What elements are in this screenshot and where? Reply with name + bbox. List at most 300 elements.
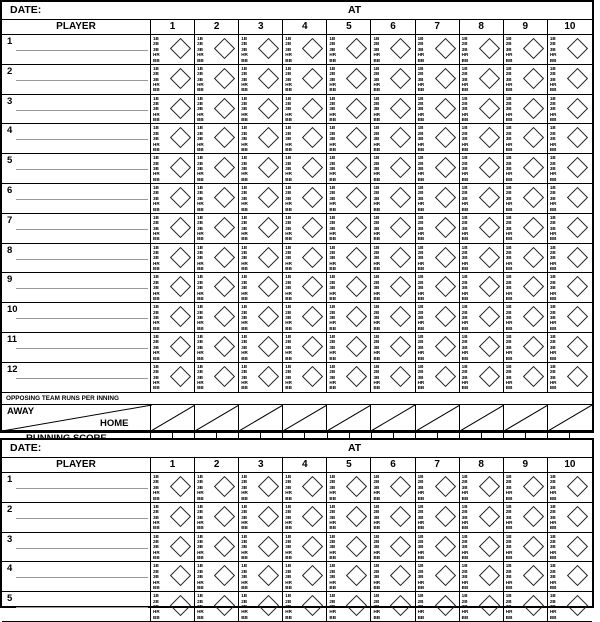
diamond-icon[interactable] bbox=[479, 38, 500, 59]
hit-code[interactable]: HR bbox=[417, 141, 425, 147]
hit-code[interactable]: 2B bbox=[505, 41, 512, 47]
hit-code[interactable]: 2B bbox=[505, 160, 512, 166]
hit-code[interactable]: BB bbox=[373, 614, 381, 620]
hit-code[interactable]: 3B bbox=[197, 285, 203, 291]
diamond-icon[interactable] bbox=[214, 366, 235, 387]
diamond-icon[interactable] bbox=[434, 246, 455, 267]
hit-code[interactable]: HR bbox=[505, 350, 513, 356]
hit-code[interactable]: HR bbox=[285, 111, 292, 117]
hit-code[interactable]: 3B bbox=[461, 484, 468, 490]
hit-code[interactable]: 1B bbox=[417, 36, 424, 41]
hit-code[interactable]: HR bbox=[285, 231, 292, 236]
diamond-icon[interactable] bbox=[302, 306, 323, 327]
hit-code[interactable]: 1B bbox=[197, 533, 203, 539]
diamond-icon[interactable] bbox=[258, 187, 279, 208]
diamond-icon[interactable] bbox=[567, 366, 588, 387]
hit-code[interactable]: 3B bbox=[505, 604, 512, 609]
at-bat-box[interactable] bbox=[327, 363, 371, 392]
hit-code[interactable]: 1B bbox=[285, 304, 292, 310]
hit-code[interactable]: HR bbox=[505, 549, 513, 555]
hit-code[interactable]: HR bbox=[153, 111, 160, 117]
diamond-icon[interactable] bbox=[302, 565, 323, 586]
diamond-icon[interactable] bbox=[214, 595, 235, 616]
hit-code[interactable]: 3B bbox=[153, 255, 159, 261]
hit-code[interactable]: 1B bbox=[241, 95, 248, 101]
hit-code[interactable]: 2B bbox=[505, 190, 512, 196]
at-bat-box[interactable] bbox=[504, 363, 548, 392]
hit-code[interactable]: HR bbox=[417, 201, 425, 207]
at-bat-box[interactable] bbox=[371, 503, 415, 532]
hit-code[interactable]: HR bbox=[461, 171, 469, 177]
hit-code[interactable]: 1B bbox=[329, 214, 336, 220]
hit-code[interactable]: 2B bbox=[549, 130, 556, 136]
hit-code[interactable]: 2B bbox=[549, 220, 556, 226]
hit-code[interactable]: HR bbox=[417, 82, 425, 88]
hit-code[interactable]: BB bbox=[197, 117, 204, 123]
hit-code[interactable]: HR bbox=[373, 260, 381, 266]
hit-code[interactable]: 3B bbox=[461, 255, 468, 261]
at-bat-box[interactable] bbox=[460, 303, 504, 332]
diamond-icon[interactable] bbox=[390, 366, 411, 387]
hit-code[interactable]: BB bbox=[153, 325, 160, 331]
hit-code[interactable]: HR bbox=[461, 111, 469, 117]
hit-code[interactable]: 3B bbox=[153, 544, 159, 550]
diamond-icon[interactable] bbox=[390, 535, 411, 556]
at-bat-box[interactable] bbox=[371, 533, 415, 562]
at-bat-box[interactable] bbox=[151, 273, 195, 302]
at-bat-box[interactable] bbox=[416, 35, 460, 64]
hit-code[interactable]: 2B bbox=[241, 539, 248, 544]
at-bat-box[interactable] bbox=[151, 35, 195, 64]
hit-code[interactable]: BB bbox=[461, 206, 469, 212]
hit-code[interactable]: 1B bbox=[241, 184, 248, 190]
hit-code[interactable]: 1B bbox=[197, 333, 203, 339]
hit-code[interactable]: BB bbox=[461, 495, 469, 501]
diamond-icon[interactable] bbox=[258, 366, 279, 387]
hit-code[interactable]: BB bbox=[329, 355, 337, 361]
hit-code[interactable]: HR bbox=[153, 141, 160, 147]
diamond-icon[interactable] bbox=[346, 276, 367, 297]
diamond-icon[interactable] bbox=[479, 565, 500, 586]
diamond-icon[interactable] bbox=[567, 535, 588, 556]
hit-code[interactable]: BB bbox=[329, 495, 337, 501]
hit-code[interactable]: BB bbox=[373, 555, 381, 561]
at-bat-box[interactable] bbox=[460, 533, 504, 562]
diamond-icon[interactable] bbox=[390, 336, 411, 357]
hit-code[interactable]: BB bbox=[285, 555, 292, 561]
diamond-icon[interactable] bbox=[390, 68, 411, 89]
at-bat-box[interactable] bbox=[195, 35, 239, 64]
hit-code[interactable]: 2B bbox=[417, 71, 424, 77]
hit-code[interactable]: 3B bbox=[153, 76, 159, 82]
hit-code[interactable]: 1B bbox=[285, 563, 292, 569]
hit-code[interactable]: 1B bbox=[329, 304, 336, 310]
at-bat-box[interactable] bbox=[283, 333, 327, 362]
at-bat-box[interactable] bbox=[460, 244, 504, 273]
hit-code[interactable]: BB bbox=[549, 355, 557, 361]
diamond-icon[interactable] bbox=[479, 246, 500, 267]
diamond-icon[interactable] bbox=[258, 127, 279, 148]
at-bat-box[interactable] bbox=[239, 244, 283, 273]
diamond-icon[interactable] bbox=[567, 127, 588, 148]
hit-code[interactable]: BB bbox=[285, 525, 292, 531]
hit-code[interactable]: 3B bbox=[285, 484, 292, 490]
at-bat-box[interactable] bbox=[327, 214, 371, 243]
diamond-icon[interactable] bbox=[434, 535, 455, 556]
hit-code[interactable]: 3B bbox=[197, 225, 203, 231]
hit-code[interactable]: BB bbox=[549, 325, 557, 331]
hit-code[interactable]: 2B bbox=[153, 568, 159, 574]
hit-code[interactable]: BB bbox=[241, 385, 248, 391]
hit-code[interactable]: 3B bbox=[417, 544, 424, 550]
hit-code[interactable]: 1B bbox=[549, 503, 556, 509]
at-bat-box[interactable] bbox=[371, 244, 415, 273]
hit-code[interactable]: 1B bbox=[153, 533, 159, 539]
hit-code[interactable]: 1B bbox=[241, 65, 248, 71]
hit-code[interactable]: BB bbox=[285, 236, 292, 242]
diamond-icon[interactable] bbox=[523, 97, 544, 118]
hit-code[interactable]: 1B bbox=[329, 503, 336, 509]
hit-code[interactable]: HR bbox=[241, 111, 248, 117]
at-bat-box[interactable] bbox=[371, 473, 415, 502]
hit-code[interactable]: 3B bbox=[241, 46, 248, 52]
hit-code[interactable]: HR bbox=[329, 201, 337, 207]
hit-code[interactable]: BB bbox=[241, 206, 248, 212]
hit-code[interactable]: 1B bbox=[373, 593, 380, 599]
at-bat-box[interactable] bbox=[327, 333, 371, 362]
hit-code[interactable]: 1B bbox=[373, 155, 380, 161]
hit-code[interactable]: BB bbox=[461, 266, 469, 272]
hit-code[interactable]: HR bbox=[197, 350, 204, 356]
at-bat-box[interactable] bbox=[327, 503, 371, 532]
at-bat-box[interactable] bbox=[548, 244, 592, 273]
hit-code[interactable]: 1B bbox=[197, 155, 203, 161]
hit-code[interactable]: BB bbox=[241, 266, 248, 272]
hit-code[interactable]: HR bbox=[461, 320, 469, 326]
diamond-icon[interactable] bbox=[523, 506, 544, 527]
hit-code[interactable]: 2B bbox=[549, 479, 556, 485]
hit-code[interactable]: 2B bbox=[153, 479, 159, 485]
hit-code[interactable]: HR bbox=[549, 379, 557, 385]
hit-code[interactable]: HR bbox=[197, 379, 204, 385]
hit-code[interactable]: HR bbox=[505, 520, 513, 526]
at-bat-box[interactable] bbox=[371, 303, 415, 332]
diamond-icon[interactable] bbox=[214, 68, 235, 89]
player-name-cell[interactable] bbox=[2, 65, 151, 94]
hit-code[interactable]: HR bbox=[197, 290, 204, 296]
hit-code[interactable]: 2B bbox=[153, 71, 159, 77]
diamond-icon[interactable] bbox=[302, 68, 323, 89]
hit-code[interactable]: BB bbox=[197, 147, 204, 153]
hit-code[interactable]: 1B bbox=[153, 125, 159, 131]
hit-code[interactable]: 3B bbox=[329, 76, 336, 82]
at-bat-box[interactable] bbox=[195, 333, 239, 362]
player-name-cell[interactable] bbox=[2, 214, 151, 243]
hit-code[interactable]: 2B bbox=[197, 339, 203, 345]
hit-code[interactable]: BB bbox=[197, 176, 204, 182]
hit-code[interactable]: HR bbox=[285, 141, 292, 147]
hit-code[interactable]: 1B bbox=[549, 363, 556, 369]
at-bat-box[interactable] bbox=[504, 273, 548, 302]
at-bat-box[interactable] bbox=[195, 503, 239, 532]
hit-code[interactable]: 3B bbox=[417, 136, 424, 142]
hit-code[interactable]: 1B bbox=[197, 563, 203, 569]
hit-code[interactable]: 2B bbox=[505, 568, 512, 574]
hit-code[interactable]: 3B bbox=[549, 514, 556, 520]
hit-code[interactable]: 2B bbox=[505, 71, 512, 77]
hit-code[interactable]: HR bbox=[373, 579, 381, 585]
diamond-icon[interactable] bbox=[390, 506, 411, 527]
hit-code[interactable]: 1B bbox=[197, 474, 203, 479]
hit-code[interactable]: HR bbox=[461, 290, 469, 296]
hit-code[interactable]: 2B bbox=[197, 71, 203, 77]
hit-code[interactable]: 1B bbox=[285, 214, 292, 220]
diamond-icon[interactable] bbox=[170, 38, 191, 59]
hit-code[interactable]: 3B bbox=[373, 484, 380, 490]
hit-code[interactable]: 2B bbox=[197, 220, 203, 226]
hit-code[interactable]: HR bbox=[549, 320, 557, 326]
hit-code[interactable]: 2B bbox=[549, 279, 556, 285]
hit-code[interactable]: 3B bbox=[153, 374, 159, 380]
hit-code[interactable]: 3B bbox=[285, 344, 292, 350]
hit-code[interactable]: BB bbox=[461, 614, 469, 620]
hit-code[interactable]: 2B bbox=[461, 71, 468, 77]
hit-code[interactable]: HR bbox=[417, 52, 425, 58]
hit-code[interactable]: 2B bbox=[153, 130, 159, 136]
hit-code[interactable]: 2B bbox=[329, 279, 336, 285]
hit-code[interactable]: BB bbox=[329, 176, 337, 182]
hit-code[interactable]: BB bbox=[197, 495, 204, 501]
hit-code[interactable]: 1B bbox=[549, 155, 556, 161]
hit-code[interactable]: 2B bbox=[461, 479, 468, 485]
hit-code[interactable]: HR bbox=[329, 579, 337, 585]
hit-code[interactable]: 3B bbox=[197, 76, 203, 82]
hit-code[interactable]: 2B bbox=[329, 568, 336, 574]
diamond-icon[interactable] bbox=[479, 187, 500, 208]
hit-code[interactable]: HR bbox=[329, 290, 337, 296]
at-bat-box[interactable] bbox=[151, 303, 195, 332]
hit-code[interactable]: 3B bbox=[197, 574, 203, 580]
hit-code[interactable]: 2B bbox=[417, 41, 424, 47]
hit-code[interactable]: 2B bbox=[329, 130, 336, 136]
hit-code[interactable]: 3B bbox=[461, 574, 468, 580]
hit-code[interactable]: HR bbox=[549, 141, 557, 147]
hit-code[interactable]: 1B bbox=[373, 304, 380, 310]
hit-code[interactable]: BB bbox=[549, 236, 557, 242]
hit-code[interactable]: 1B bbox=[153, 244, 159, 250]
hit-code[interactable]: 3B bbox=[285, 285, 292, 291]
diamond-icon[interactable] bbox=[214, 506, 235, 527]
diamond-icon[interactable] bbox=[302, 595, 323, 616]
hit-code[interactable]: 1B bbox=[417, 563, 424, 569]
hit-code[interactable]: 1B bbox=[505, 155, 512, 161]
hit-code[interactable]: 3B bbox=[197, 255, 203, 261]
hit-code[interactable]: 3B bbox=[197, 514, 203, 520]
hit-code[interactable]: 3B bbox=[153, 136, 159, 142]
diamond-icon[interactable] bbox=[434, 595, 455, 616]
diamond-icon[interactable] bbox=[434, 476, 455, 497]
hit-code[interactable]: BB bbox=[549, 614, 557, 620]
at-bat-box[interactable] bbox=[371, 592, 415, 621]
diamond-icon[interactable] bbox=[434, 38, 455, 59]
at-bat-box[interactable] bbox=[239, 562, 283, 591]
hit-code[interactable]: HR bbox=[461, 490, 469, 496]
hit-code[interactable]: 1B bbox=[153, 563, 159, 569]
date-label[interactable]: DATE: bbox=[10, 4, 42, 16]
hit-code[interactable]: BB bbox=[549, 296, 557, 301]
hit-code[interactable]: HR bbox=[197, 52, 204, 58]
hit-code[interactable]: 3B bbox=[329, 514, 336, 520]
inning-runs-box[interactable] bbox=[460, 405, 504, 430]
hit-code[interactable]: BB bbox=[549, 385, 557, 391]
hit-code[interactable]: 3B bbox=[505, 374, 512, 380]
hit-code[interactable]: 2B bbox=[285, 369, 292, 375]
hit-code[interactable]: 2B bbox=[373, 101, 380, 106]
hit-code[interactable]: HR bbox=[373, 171, 381, 177]
hit-code[interactable]: 2B bbox=[505, 279, 512, 285]
at-bat-box[interactable] bbox=[416, 533, 460, 562]
hit-code[interactable]: BB bbox=[153, 525, 160, 531]
diamond-icon[interactable] bbox=[346, 246, 367, 267]
diamond-icon[interactable] bbox=[170, 595, 191, 616]
diamond-icon[interactable] bbox=[523, 38, 544, 59]
hit-code[interactable]: BB bbox=[505, 266, 513, 272]
at-bat-box[interactable] bbox=[195, 562, 239, 591]
hit-code[interactable]: BB bbox=[417, 236, 425, 242]
hit-code[interactable]: 3B bbox=[373, 166, 380, 171]
hit-code[interactable]: BB bbox=[505, 614, 513, 620]
diamond-icon[interactable] bbox=[390, 157, 411, 178]
at-bat-box[interactable] bbox=[548, 363, 592, 392]
diamond-icon[interactable] bbox=[346, 595, 367, 616]
hit-code[interactable]: 2B bbox=[417, 598, 424, 604]
diamond-icon[interactable] bbox=[523, 157, 544, 178]
hit-code[interactable]: BB bbox=[549, 525, 557, 531]
hit-code[interactable]: 3B bbox=[329, 285, 336, 291]
diamond-icon[interactable] bbox=[214, 127, 235, 148]
at-bat-box[interactable] bbox=[327, 154, 371, 183]
at-bat-box[interactable] bbox=[416, 473, 460, 502]
diamond-icon[interactable] bbox=[567, 306, 588, 327]
hit-code[interactable]: HR bbox=[241, 379, 248, 385]
at-bat-box[interactable] bbox=[504, 533, 548, 562]
diamond-icon[interactable] bbox=[523, 276, 544, 297]
hit-code[interactable]: 1B bbox=[417, 533, 424, 539]
hit-code[interactable]: 3B bbox=[241, 314, 248, 320]
hit-code[interactable]: BB bbox=[241, 555, 248, 561]
hit-code[interactable]: HR bbox=[153, 231, 160, 236]
diamond-icon[interactable] bbox=[214, 187, 235, 208]
hit-code[interactable]: 1B bbox=[285, 363, 292, 369]
hit-code[interactable]: BB bbox=[153, 296, 160, 301]
hit-code[interactable]: 1B bbox=[549, 333, 556, 339]
hit-code[interactable]: BB bbox=[329, 236, 337, 242]
inning-runs-box[interactable] bbox=[371, 405, 415, 430]
hit-code[interactable]: 1B bbox=[549, 304, 556, 310]
hit-code[interactable]: 2B bbox=[461, 101, 468, 106]
hit-code[interactable]: 3B bbox=[461, 195, 468, 201]
hit-code[interactable]: 1B bbox=[505, 533, 512, 539]
hit-code[interactable]: 3B bbox=[241, 374, 248, 380]
at-bat-box[interactable] bbox=[327, 184, 371, 213]
hit-code[interactable]: 2B bbox=[153, 101, 159, 106]
hit-code[interactable]: 2B bbox=[241, 509, 248, 515]
hit-code[interactable]: 2B bbox=[241, 130, 248, 136]
diamond-icon[interactable] bbox=[567, 38, 588, 59]
hit-code[interactable]: 2B bbox=[329, 220, 336, 226]
hit-code[interactable]: HR bbox=[197, 320, 204, 326]
hit-code[interactable]: HR bbox=[373, 609, 381, 615]
diamond-icon[interactable] bbox=[523, 68, 544, 89]
hit-code[interactable]: 1B bbox=[505, 563, 512, 569]
at-bat-box[interactable] bbox=[460, 124, 504, 153]
at-bat-box[interactable] bbox=[548, 533, 592, 562]
hit-code[interactable]: 3B bbox=[461, 76, 468, 82]
hit-code[interactable]: 1B bbox=[241, 214, 248, 220]
hit-code[interactable]: HR bbox=[417, 379, 425, 385]
hit-code[interactable]: HR bbox=[241, 82, 248, 88]
hit-code[interactable]: BB bbox=[153, 585, 160, 591]
hit-code[interactable]: 2B bbox=[153, 160, 159, 166]
at-bat-box[interactable] bbox=[371, 214, 415, 243]
hit-code[interactable]: 2B bbox=[197, 101, 203, 106]
at-bat-box[interactable] bbox=[195, 184, 239, 213]
hit-code[interactable]: 2B bbox=[241, 190, 248, 196]
hit-code[interactable]: 1B bbox=[505, 304, 512, 310]
at-bat-box[interactable] bbox=[460, 503, 504, 532]
diamond-icon[interactable] bbox=[567, 595, 588, 616]
hit-code[interactable]: 2B bbox=[285, 41, 292, 47]
at-bat-box[interactable] bbox=[151, 95, 195, 124]
diamond-icon[interactable] bbox=[302, 217, 323, 238]
hit-code[interactable]: 3B bbox=[417, 314, 424, 320]
hit-code[interactable]: 2B bbox=[461, 249, 468, 255]
hit-code[interactable]: 1B bbox=[373, 125, 380, 131]
diamond-icon[interactable] bbox=[258, 97, 279, 118]
hit-code[interactable]: 1B bbox=[373, 363, 380, 369]
diamond-icon[interactable] bbox=[170, 306, 191, 327]
hit-code[interactable]: 2B bbox=[241, 369, 248, 375]
hit-code[interactable]: 3B bbox=[329, 255, 336, 261]
hit-code[interactable]: 1B bbox=[329, 155, 336, 161]
hit-code[interactable]: 2B bbox=[549, 369, 556, 375]
hit-code[interactable]: 1B bbox=[153, 503, 159, 509]
at-bat-box[interactable] bbox=[327, 124, 371, 153]
hit-code[interactable]: 3B bbox=[549, 484, 556, 490]
hit-code[interactable]: 1B bbox=[329, 474, 336, 479]
hit-code[interactable]: 1B bbox=[197, 36, 203, 41]
diamond-icon[interactable] bbox=[523, 476, 544, 497]
hit-code[interactable]: HR bbox=[241, 231, 248, 236]
at-bat-box[interactable] bbox=[460, 363, 504, 392]
hit-code[interactable]: HR bbox=[153, 350, 160, 356]
at-bat-box[interactable] bbox=[283, 363, 327, 392]
hit-code[interactable]: 3B bbox=[461, 285, 468, 291]
hit-code[interactable]: 3B bbox=[197, 136, 203, 142]
hit-code[interactable]: HR bbox=[373, 111, 381, 117]
hit-code[interactable]: 3B bbox=[505, 225, 512, 231]
diamond-icon[interactable] bbox=[214, 535, 235, 556]
hit-code[interactable]: 1B bbox=[549, 36, 556, 41]
hit-code[interactable]: 2B bbox=[329, 71, 336, 77]
hit-code[interactable]: 1B bbox=[285, 593, 292, 599]
hit-code[interactable]: 3B bbox=[285, 136, 292, 142]
hit-code[interactable]: BB bbox=[461, 555, 469, 561]
diamond-icon[interactable] bbox=[170, 476, 191, 497]
at-bat-box[interactable] bbox=[327, 35, 371, 64]
diamond-icon[interactable] bbox=[523, 306, 544, 327]
hit-code[interactable]: 1B bbox=[549, 274, 556, 280]
